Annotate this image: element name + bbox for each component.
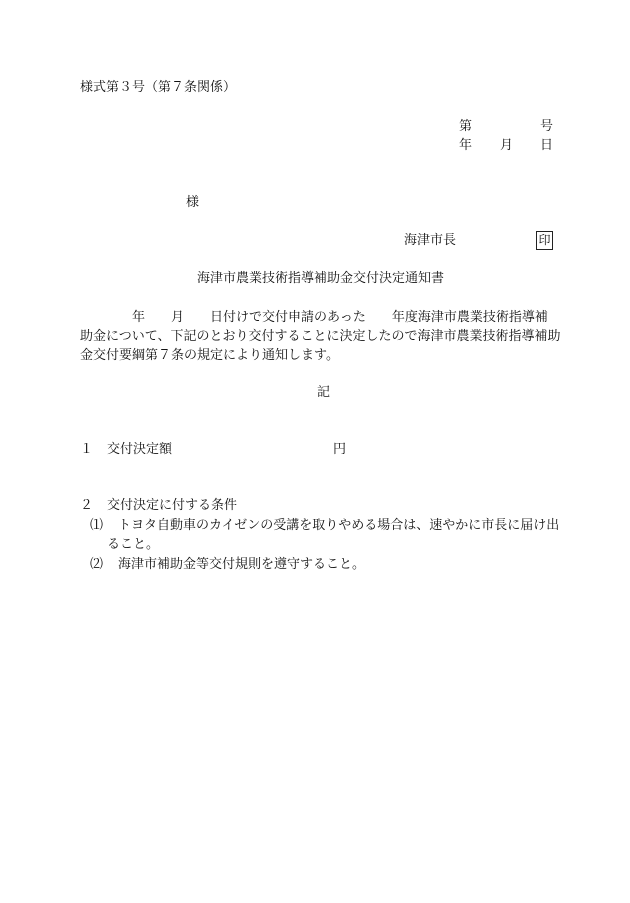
body-line: 助金について、下記のとおり交付することに決定したので海津市農業技術指導補助 xyxy=(80,329,561,344)
condition-text: トヨタ自動車のカイゼンの受講を取りやめる場合は、速やかに市長に届け出 xyxy=(118,518,560,533)
issuer-name: 海津市長 xyxy=(404,233,457,248)
date-month-label: 月 xyxy=(500,138,514,153)
body-line: 年 月 日付けで交付申請のあった 年度海津市農業技術指導補 xyxy=(80,310,548,325)
condition-mark: ⑴ xyxy=(90,518,104,533)
date-year-label: 年 xyxy=(459,138,473,153)
item-grant-amount xyxy=(80,441,172,459)
item-label: 交付決定に付する条件 xyxy=(107,498,238,513)
recipient-honorific: 様 xyxy=(186,195,200,210)
number-suffix: 号 xyxy=(540,119,554,134)
seal-box: 印 xyxy=(536,231,553,250)
item-number: ２ xyxy=(80,498,94,513)
form-number: 様式第３号（第７条関係） xyxy=(80,80,237,95)
currency-unit: 円 xyxy=(333,442,347,457)
condition-1 xyxy=(90,516,560,554)
item-conditions xyxy=(80,497,237,515)
item-number: １ xyxy=(80,442,94,457)
body-line: 金交付要綱第７条の規定により通知します。 xyxy=(80,348,339,363)
condition-2 xyxy=(90,555,560,574)
ki-heading: 記 xyxy=(317,385,331,400)
document-title: 海津市農業技術指導補助金交付決定通知書 xyxy=(197,271,445,286)
item-label: 交付決定額 xyxy=(107,442,173,457)
number-prefix: 第 xyxy=(459,119,473,134)
condition-mark: ⑵ xyxy=(90,557,104,572)
condition-text: 海津市補助金等交付規則を遵守すること。 xyxy=(118,557,366,572)
body-paragraph xyxy=(80,308,560,365)
condition-text-cont: ること。 xyxy=(107,537,160,552)
date-day-label: 日 xyxy=(540,138,554,153)
